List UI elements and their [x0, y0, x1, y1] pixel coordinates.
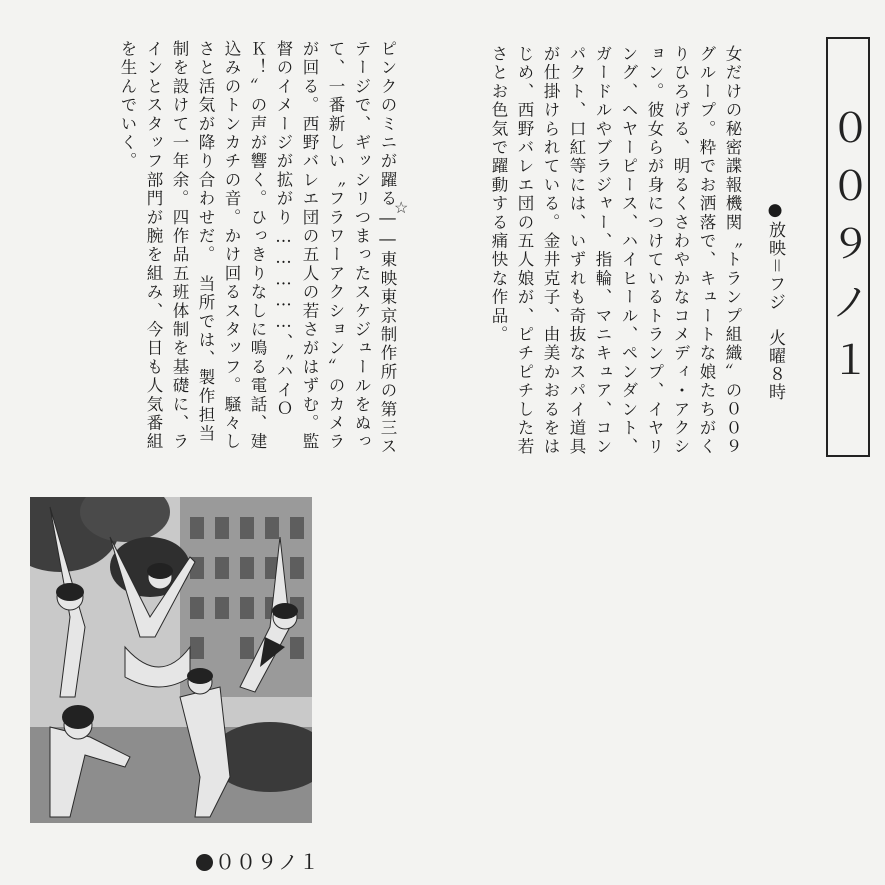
section-divider-star: ☆	[394, 198, 409, 217]
program-title: ００９ノ１	[824, 107, 870, 397]
bullet-dot-icon	[196, 854, 213, 871]
dancers-photo	[30, 497, 312, 823]
dancers-photo-illustration	[30, 497, 312, 823]
photo-caption-text: ００９ノ１	[215, 850, 320, 874]
article-paragraph-production	[20, 40, 400, 460]
article-paragraph-intro	[420, 45, 745, 465]
intro-text: 女だけの秘密諜報機関〝トランプ組織〟の００９グループ。粋でお洒落で、キュートな娘たちがくりひろげる、明るくさわやかなコメディ・アクション。彼女らが身につけているトランプ、イヤリング、ヘヤーピース、ハイヒール、ペンダント、ガードルやブラジャー、指輪、マニキュア、コンパクト、口紅等には、いずれも奇抜なスパイ道具が仕掛けられている。金井克子、由美かおるをはじめ、西野バレエ団の五人娘が、ピチピチした若さとお色気で躍動する痛快な作品。	[489, 45, 742, 457]
photo-caption	[196, 846, 320, 875]
program-title-box	[826, 37, 870, 457]
production-text: ピンクのミニが躍る――東映東京制作所の第三ステージで、ギッシリつまったスケジュールをぬって、一番新しい〝フラワーアクション〟のカメラが回る。西野バレエ団の五人の若さがはずむ。監督のイメージが拡がり……………、〝ハイＯＫ！〟の声が響く。ひっきりなしに鳴る電話、建込みのトンカチの音。かけ回るスタッフ。騒々しさと活気が降り合わせだ。 当所では、製作担当制を設けて一年余。四作品五班体制を基礎に、ラインとスタッフ部門が腕を組み、今日も人気番組を生んでいく。	[118, 40, 397, 457]
broadcast-info: ●放映＝フジ 火曜８時	[765, 200, 785, 401]
